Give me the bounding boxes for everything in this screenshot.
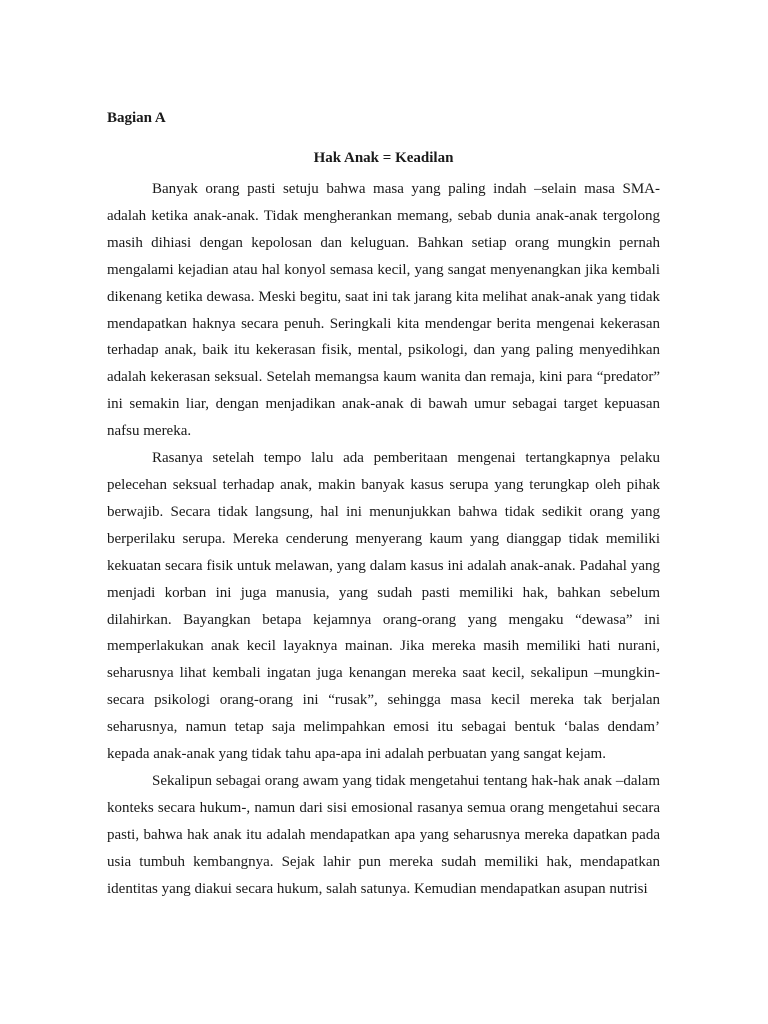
paragraph-2: Rasanya setelah tempo lalu ada pemberitaan mengenai tertangkapnya pelaku pelecehan seksual terhadap anak, makin banyak kasus serupa yang terungkap oleh pihak berwajib. Secara tidak langsung, hal ini menunjukkan bahwa tidak sedikit orang yang berperilaku serupa. Mereka cenderung menyerang kaum yang dianggap tidak memiliki kekuatan secara fisik untuk melawan, yang dalam kasus ini adalah anak-anak. Padahal yang menjadi korban ini juga manusia, yang sudah pasti memiliki hak, bahkan sebelum dilahirkan. Bayangkan betapa kejamnya orang-orang yang mengaku “dewasa” ini memperlakukan anak kecil layaknya mainan. Jika mereka masih memiliki hati nurani, seharusnya lihat kembali ingatan juga kenangan mereka saat kecil, sekalipun –mungkin- secara psikologi orang-orang ini “rusak”, sehingga masa kecil mereka tak berjalan seharusnya, namun tetap saja melimpahkan emosi itu sebagai bentuk ‘balas dendam’ kepada anak-anak yang tidak tahu apa-apa ini adalah perbuatan yang sangat kejam. [107, 450, 660, 763]
paragraph-3: Sekalipun sebagai orang awam yang tidak mengetahui tentang hak-hak anak –dalam konteks secara hukum-, namun dari sisi emosional rasanya semua orang mengetahui secara pasti, bahwa hak anak itu adalah mendapatkan apa yang seharusnya mereka dapatkan pada usia tumbuh kembangnya. Sejak lahir pun mereka sudah memiliki hak, mendapatkan identitas yang diakui secara hukum, salah satunya. Kemudian mendapatkan asupan nutrisi [107, 772, 660, 897]
document-title: Hak Anak = Keadilan [313, 150, 454, 166]
document-body [107, 176, 660, 902]
paragraph-1: Banyak orang pasti setuju bahwa masa yang paling indah –selain masa SMA- adalah ketika anak-anak. Tidak mengherankan memang, sebab dunia anak-anak tergolong masih dihiasi dengan kepolosan dan keluguan. Bahkan setiap orang mungkin pernah mengalami kejadian atau hal konyol semasa kecil, yang sangat menyenangkan jika kembali dikenang ketika dewasa. Meski begitu, saat ini tak jarang kita melihat anak-anak yang tidak mendapatkan haknya secara penuh. Seringkali kita mendengar berita mengenai kekerasan terhadap anak, baik itu kekerasan fisik, mental, psikologi, dan yang paling menyedihkan adalah kekerasan seksual. Setelah memangsa kaum wanita dan remaja, kini para “predator” ini semakin liar, dengan menjadikan anak-anak di bawah umur sebagai target kepuasan nafsu mereka. [107, 181, 660, 440]
section-label: Bagian A [107, 110, 166, 126]
